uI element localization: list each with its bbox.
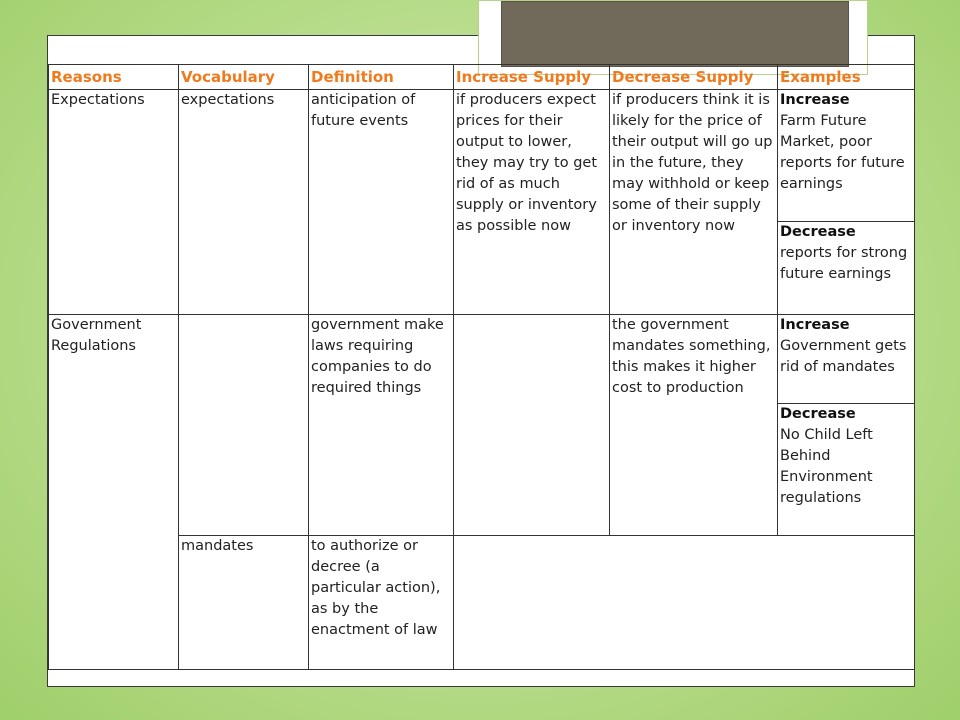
cell-vocab-mandates: mandates [179,535,309,669]
cell-vocab-expectations: expectations [179,89,309,314]
cell-example-decrease-expectations [778,221,915,314]
cell-reason-government: Government Regulations [49,314,179,669]
header-vocabulary: Vocabulary [179,65,309,90]
header-row [49,65,915,90]
example-increase-text: Government gets rid of mandates [780,337,907,375]
cell-reason-expectations: Expectations [49,89,179,314]
cell-decrease-government: the government mandates something, this makes it higher cost to production [610,314,778,535]
cell-definition-government: government make laws requiring companies to do required things [309,314,454,535]
header-increase-supply: Increase Supply [454,65,610,90]
example-decrease-title: Decrease [780,223,856,240]
example-decrease-title: Decrease [780,405,856,422]
table-row-mandates [49,535,915,669]
example-decrease-text: reports for strong future earnings [780,244,908,282]
header-examples: Examples [778,65,915,90]
cell-decrease-expectations: if producers think it is likely for the price of their output will go up in the future, they may withhold or keep some of their supply or inventory now [610,89,778,314]
cell-vocab-government [179,314,309,535]
cell-example-decrease-government [778,403,915,535]
photo-placeholder [501,1,849,67]
cell-increase-expectations: if producers expect prices for their output to lower, they may try to get rid of as much supply or inventory as possible now [454,89,610,314]
table-row-government [49,314,915,403]
example-decrease-text: No Child Left Behind Environment regulations [780,426,873,506]
example-increase-title: Increase [780,91,850,108]
cell-example-increase-expectations [778,89,915,221]
header-reasons: Reasons [49,65,179,90]
example-increase-text: Farm Future Market, poor reports for future earnings [780,112,905,192]
header-definition: Definition [309,65,454,90]
cell-definition-mandates: to authorize or decree (a particular action), as by the enactment of law [309,535,454,669]
cell-example-increase-government [778,314,915,403]
cell-definition-expectations: anticipation of future events [309,89,454,314]
table-row-expectations [49,89,915,221]
example-increase-title: Increase [780,316,850,333]
supply-factors-table [48,64,915,670]
cell-increase-government [454,314,610,535]
header-decrease-supply: Decrease Supply [610,65,778,90]
cell-empty-merged [454,535,915,669]
